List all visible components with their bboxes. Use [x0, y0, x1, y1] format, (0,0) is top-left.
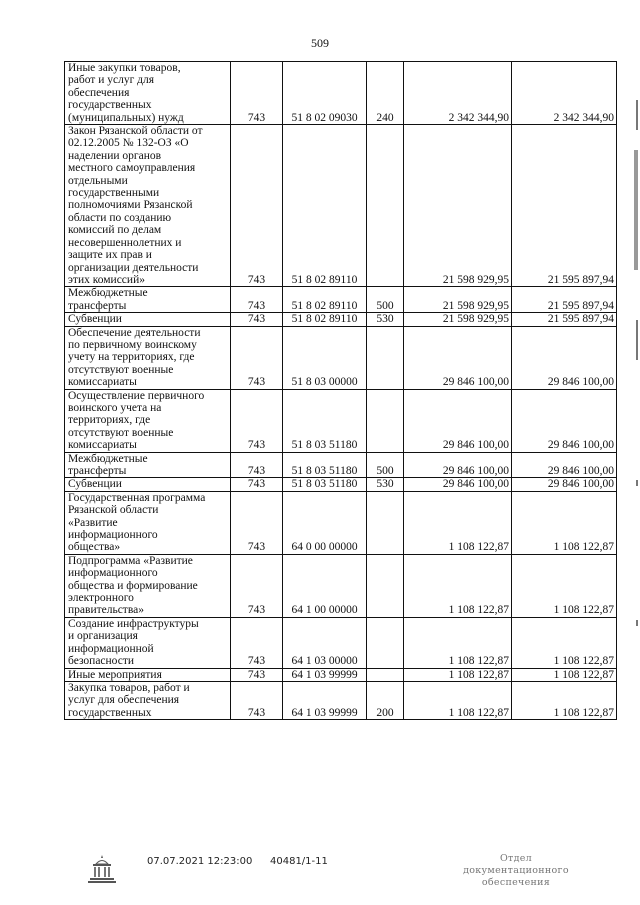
row-name: Межбюджетные трансферты — [65, 452, 231, 478]
table-row — [65, 313, 617, 326]
row-sum-2: 29 846 100,00 — [512, 389, 617, 452]
table-row — [65, 452, 617, 478]
row-sum-2: 1 108 122,87 — [512, 681, 617, 719]
row-sum-2: 1 108 122,87 — [512, 617, 617, 668]
stamp-line-1: Отдел документационного — [463, 853, 569, 876]
row-csr: 51 8 03 51180 — [283, 389, 367, 452]
footer-doc-number: 40481/1-11 — [270, 856, 328, 867]
row-sum-2: 21 595 897,94 — [512, 313, 617, 326]
row-vr: 500 — [367, 287, 404, 313]
row-gr: 743 — [231, 668, 283, 681]
row-vr — [367, 389, 404, 452]
row-gr: 743 — [231, 313, 283, 326]
row-csr: 51 8 02 89110 — [283, 313, 367, 326]
row-name: Закупка товаров, работ и услуг для обеспечения государственных — [65, 681, 231, 719]
row-name: Государственная программа Рязанской области «Развитие информационного общества» — [65, 491, 231, 554]
row-sum-1: 29 846 100,00 — [404, 452, 512, 478]
row-name: Иные мероприятия — [65, 668, 231, 681]
row-vr — [367, 491, 404, 554]
row-gr: 743 — [231, 554, 283, 617]
row-csr: 51 8 03 51180 — [283, 478, 367, 491]
row-sum-1: 29 846 100,00 — [404, 326, 512, 389]
row-name: Обеспечение деятельности по первичному воинскому учету на территориях, где отсутствуют военные комиссариаты — [65, 326, 231, 389]
row-vr — [367, 668, 404, 681]
row-gr: 743 — [231, 681, 283, 719]
row-gr: 743 — [231, 326, 283, 389]
row-sum-1: 29 846 100,00 — [404, 478, 512, 491]
row-name: Осуществление первичного воинского учета на территориях, где отсутствуют военные комиссариаты — [65, 389, 231, 452]
row-csr: 64 1 03 99999 — [283, 681, 367, 719]
row-csr: 51 8 02 89110 — [283, 125, 367, 287]
row-gr: 743 — [231, 125, 283, 287]
department-stamp — [446, 853, 586, 889]
row-vr: 240 — [367, 62, 404, 125]
table-row — [65, 125, 617, 287]
row-name: Закон Рязанской области от 02.12.2005 № 132-ОЗ «О наделении органов местного самоуправления отдельными государственными полномочиями Рязанской области по созданию комиссий по делам несовершеннолетних и защите их прав и организации деятельности этих комиссий» — [65, 125, 231, 287]
row-sum-1: 21 598 929,95 — [404, 313, 512, 326]
row-name: Подпрограмма «Развитие информационного общества и формирование электронного правительства» — [65, 554, 231, 617]
row-csr: 51 8 02 09030 — [283, 62, 367, 125]
row-vr: 530 — [367, 313, 404, 326]
row-sum-1: 1 108 122,87 — [404, 554, 512, 617]
row-vr: 530 — [367, 478, 404, 491]
row-name: Иные закупки товаров, работ и услуг для обеспечения государственных (муниципальных) нужд — [65, 62, 231, 125]
row-name: Субвенции — [65, 313, 231, 326]
row-gr: 743 — [231, 62, 283, 125]
table-row — [65, 478, 617, 491]
row-csr: 64 1 03 99999 — [283, 668, 367, 681]
row-gr: 743 — [231, 389, 283, 452]
budget-table — [64, 61, 617, 720]
row-gr: 743 — [231, 617, 283, 668]
row-csr: 64 1 03 00000 — [283, 617, 367, 668]
page-number: 509 — [311, 36, 329, 50]
row-sum-2: 29 846 100,00 — [512, 478, 617, 491]
table-row — [65, 491, 617, 554]
row-vr — [367, 617, 404, 668]
page-footer — [0, 853, 640, 893]
row-sum-1: 2 342 344,90 — [404, 62, 512, 125]
row-sum-2: 21 595 897,94 — [512, 125, 617, 287]
row-vr — [367, 125, 404, 287]
table-row — [65, 389, 617, 452]
stamp-line-2: обеспечения — [481, 877, 551, 888]
row-gr: 743 — [231, 452, 283, 478]
row-sum-2: 2 342 344,90 — [512, 62, 617, 125]
row-sum-2: 29 846 100,00 — [512, 326, 617, 389]
row-vr: 500 — [367, 452, 404, 478]
table-row — [65, 617, 617, 668]
table-row — [65, 554, 617, 617]
row-vr: 200 — [367, 681, 404, 719]
footer-datetime: 07.07.2021 12:23:00 — [147, 856, 253, 867]
row-sum-2: 29 846 100,00 — [512, 452, 617, 478]
table-row — [65, 681, 617, 719]
row-sum-2: 1 108 122,87 — [512, 554, 617, 617]
table-row — [65, 287, 617, 313]
row-name: Субвенции — [65, 478, 231, 491]
row-name: Межбюджетные трансферты — [65, 287, 231, 313]
row-sum-1: 1 108 122,87 — [404, 617, 512, 668]
row-sum-1: 21 598 929,95 — [404, 287, 512, 313]
row-csr: 51 8 03 51180 — [283, 452, 367, 478]
building-emblem-icon — [84, 853, 120, 885]
scan-edge-marks — [630, 60, 638, 820]
row-csr: 51 8 03 00000 — [283, 326, 367, 389]
row-sum-2: 21 595 897,94 — [512, 287, 617, 313]
row-sum-1: 1 108 122,87 — [404, 668, 512, 681]
table-row — [65, 326, 617, 389]
row-sum-2: 1 108 122,87 — [512, 491, 617, 554]
row-name: Создание инфраструктуры и организация информационной безопасности — [65, 617, 231, 668]
row-csr: 64 1 00 00000 — [283, 554, 367, 617]
row-csr: 51 8 02 89110 — [283, 287, 367, 313]
row-vr — [367, 326, 404, 389]
table-row — [65, 62, 617, 125]
row-gr: 743 — [231, 491, 283, 554]
row-sum-1: 29 846 100,00 — [404, 389, 512, 452]
row-gr: 743 — [231, 287, 283, 313]
row-csr: 64 0 00 00000 — [283, 491, 367, 554]
row-sum-2: 1 108 122,87 — [512, 668, 617, 681]
row-sum-1: 21 598 929,95 — [404, 125, 512, 287]
row-sum-1: 1 108 122,87 — [404, 491, 512, 554]
row-gr: 743 — [231, 478, 283, 491]
row-vr — [367, 554, 404, 617]
row-sum-1: 1 108 122,87 — [404, 681, 512, 719]
table-row — [65, 668, 617, 681]
